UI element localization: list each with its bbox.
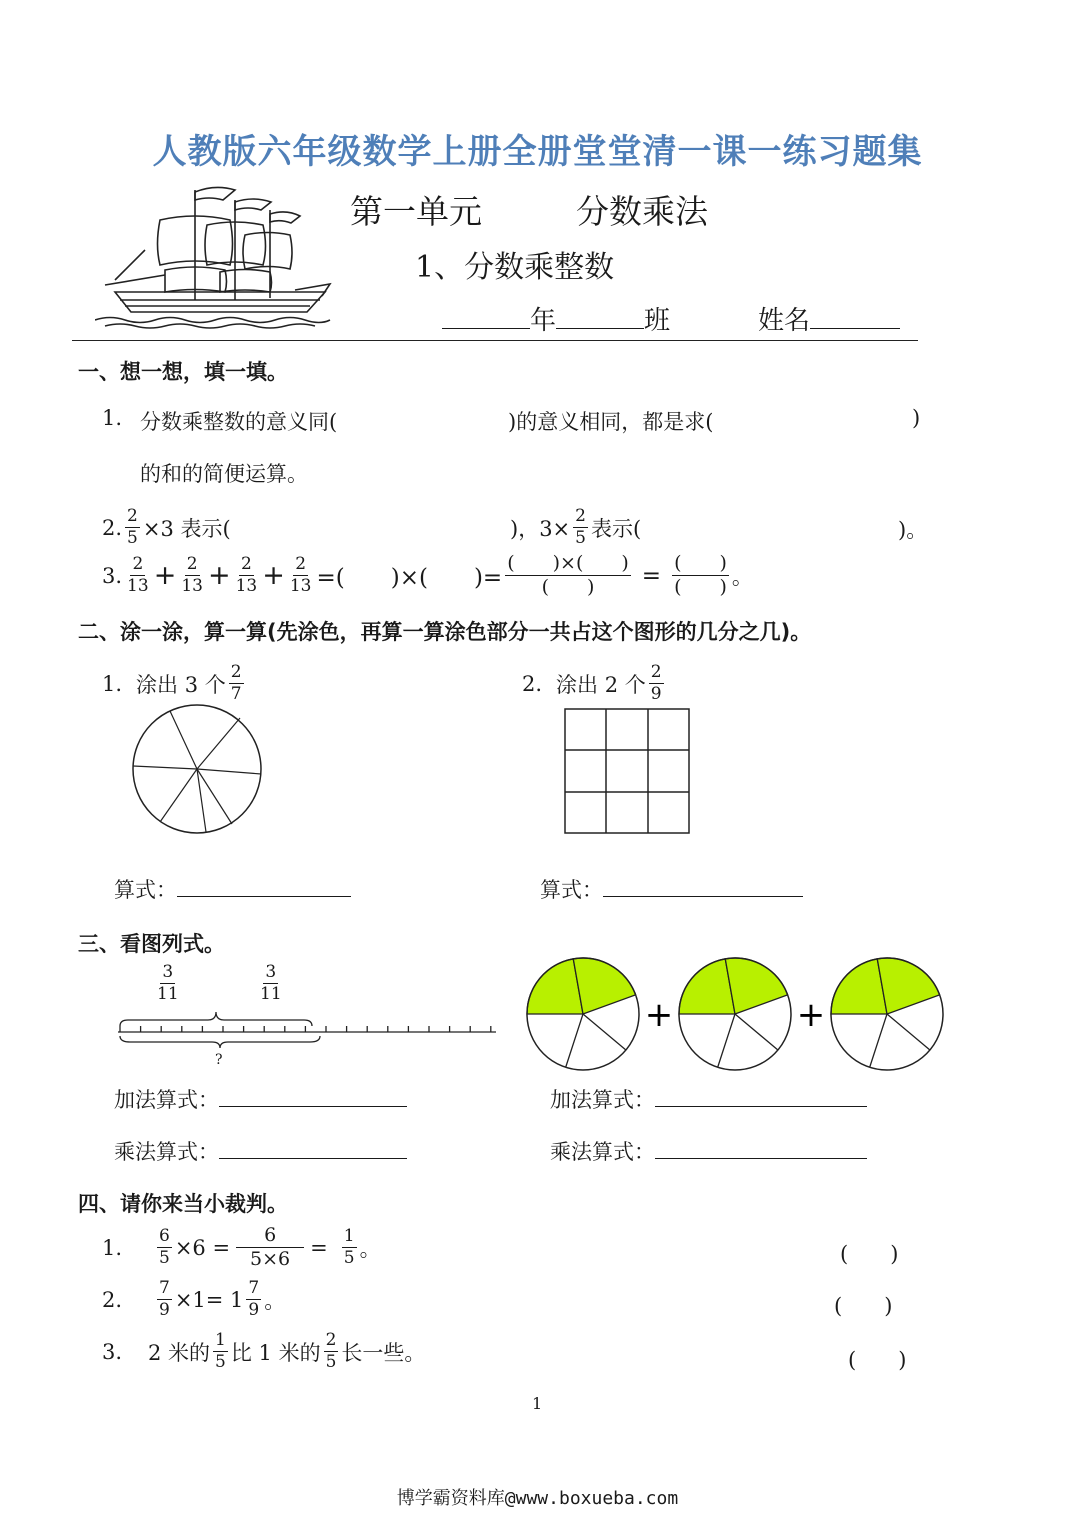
s2-q1 — [102, 664, 247, 703]
pie-group — [525, 954, 950, 1078]
class-label: 班 — [644, 306, 671, 336]
s3-add-left — [114, 1084, 407, 1114]
formula-label: 算式： — [114, 878, 177, 902]
mul-blank[interactable] — [655, 1157, 867, 1159]
fraction: $\frac{7}{9}$ — [248, 1278, 260, 1320]
judge-blank-2[interactable]: ( ) — [834, 1294, 893, 1318]
s2-formula-2 — [540, 874, 803, 904]
add-label: 加法算式： — [550, 1088, 655, 1112]
fraction: $\frac{6}{5}$ — [159, 1226, 170, 1268]
segment-fraction-2 — [255, 964, 287, 1003]
section-1-heading: 一、想一想，填一填。 — [78, 360, 288, 384]
s2-q1-num: 1. — [102, 671, 123, 696]
fraction: $\frac{2}{5}$ — [127, 506, 138, 548]
section-4-heading: 四、请你来当小裁判。 — [78, 1192, 288, 1216]
s4-q1-end: 。 — [359, 1236, 381, 1261]
ship-illustration — [95, 180, 340, 330]
s1-q2-row1 — [102, 508, 231, 547]
s1-q3-num: 3. — [102, 563, 123, 588]
s3-mul-left — [114, 1136, 407, 1166]
judge-blank-1[interactable]: ( ) — [840, 1242, 899, 1266]
s1-q2-a: ×3 表示( — [142, 516, 231, 541]
fraction: $\frac{2}{5}$ — [325, 1330, 337, 1372]
fraction: $\frac{7}{9}$ — [159, 1278, 170, 1320]
circle-7-parts[interactable] — [130, 702, 264, 836]
s2-q1-text: 涂出 3 个 — [136, 672, 226, 697]
s4-q3-num: 3. — [102, 1339, 123, 1364]
s2-q2-text: 涂出 2 个 — [556, 672, 646, 697]
lesson-title: 1、分数乘整数 — [415, 250, 615, 285]
s4-q2 — [102, 1280, 285, 1319]
s4-q1 — [102, 1226, 381, 1269]
s4-q2-num: 2. — [102, 1287, 123, 1312]
s2-formula-1 — [114, 874, 351, 904]
plus-sign: + — [644, 995, 674, 1035]
s1-q2-b: )，3× — [510, 516, 571, 541]
s4-q1-num: 1. — [102, 1235, 123, 1260]
fraction: $\frac{2}{13}$ — [289, 554, 312, 596]
s1-q1-c: ) — [912, 406, 921, 430]
footer-watermark: 博学霸资料库@www.boxueba.com — [396, 1488, 679, 1509]
add-blank[interactable] — [655, 1105, 867, 1107]
name-blank[interactable] — [810, 327, 900, 329]
grid-9-parts[interactable] — [564, 708, 690, 834]
section-2-heading: 二、涂一涂，算一算(先涂色，再算一算涂色部分一共占这个图形的几分之几)。 — [78, 620, 812, 644]
unit-topic: 分数乘法 — [576, 192, 708, 231]
student-info — [442, 300, 900, 337]
formula-blank[interactable] — [603, 895, 803, 897]
s4-q3-b: 比 1 米的 — [230, 1340, 321, 1365]
fraction: $\frac{2}{13}$ — [181, 554, 203, 596]
add-blank[interactable] — [219, 1105, 407, 1107]
pie-figures — [525, 954, 950, 1074]
sector-divider — [566, 1014, 583, 1067]
section-3-heading: 三、看图列式。 — [78, 932, 225, 956]
plus-sign: + — [207, 560, 231, 591]
fraction: $\frac{1}{5}$ — [215, 1330, 226, 1372]
mul-label: 乘法算式： — [550, 1140, 655, 1164]
s4-q3 — [102, 1332, 425, 1371]
year-label: 年 — [530, 306, 557, 336]
judge-blank-3[interactable]: ( ) — [848, 1348, 907, 1372]
s4-q2-end: 。 — [264, 1288, 286, 1313]
fraction: $\frac{3}{11}$ — [260, 962, 282, 1004]
s4-q1-a: ×6 = — [174, 1235, 231, 1260]
shaded-sector — [877, 958, 939, 1014]
s1-q3-end: 。 — [731, 564, 753, 589]
s1-q2-num: 2. — [102, 515, 123, 540]
fraction-blank[interactable]: $\frac{( )}{( )}$ — [674, 552, 727, 598]
name-label: 姓名 — [758, 306, 811, 336]
formula-label: 算式： — [540, 878, 603, 902]
s4-q2-a: ×1= 1 — [174, 1287, 244, 1312]
year-blank[interactable] — [442, 327, 530, 329]
page-title: 人教版六年级数学上册全册堂堂清一课一练习题集 — [152, 132, 923, 172]
fraction: $\frac{2}{9}$ — [650, 662, 662, 704]
s1-q3-eq: =( )×( )= — [316, 565, 503, 591]
s1-q2-d: )。 — [898, 518, 928, 542]
mul-blank[interactable] — [219, 1157, 407, 1159]
fraction: $\frac{2}{13}$ — [127, 554, 149, 596]
s2-q2 — [522, 664, 667, 703]
s3-add-right — [550, 1084, 867, 1114]
shaded-sector — [573, 958, 635, 1014]
sector-divider — [583, 1014, 626, 1050]
s1-q2-row2 — [510, 508, 641, 547]
plus-sign: + — [262, 560, 285, 591]
s1-q3-row — [102, 554, 753, 597]
unit-name: 第一单元 — [350, 192, 482, 231]
class-blank[interactable] — [556, 327, 644, 329]
s4-q3-c: 长一些。 — [341, 1340, 426, 1365]
fraction: $\frac{6}{5\times 6}$ — [236, 1226, 304, 1269]
sector-divider — [718, 1014, 735, 1067]
sector-divider — [887, 1014, 930, 1050]
s1-q1-a: 分数乘整数的意义同( — [140, 410, 338, 434]
s2-q2-num: 2. — [522, 671, 543, 696]
s3-mul-right — [550, 1136, 867, 1166]
fraction-blank[interactable]: $\frac{( )\times( )}{( )}$ — [507, 552, 629, 598]
fraction: $\frac{3}{11}$ — [157, 962, 179, 1004]
number-line-diagram — [112, 1006, 502, 1056]
s1-q1-b: )的意义相同，都是求( — [508, 410, 714, 434]
sector-divider — [735, 1014, 778, 1050]
s1-q2-c: 表示( — [590, 516, 642, 541]
page-number: 1 — [532, 1394, 543, 1413]
segment-fraction-1 — [152, 964, 184, 1003]
plus-sign: + — [796, 995, 826, 1035]
s1-q3-eq2: = — [641, 562, 662, 589]
fraction: $\frac{2}{7}$ — [230, 662, 242, 704]
fraction: $\frac{1}{5}$ — [343, 1226, 355, 1268]
add-label: 加法算式： — [114, 1088, 219, 1112]
mul-label: 乘法算式： — [114, 1140, 219, 1164]
header-divider — [72, 340, 918, 341]
fraction: $\frac{2}{5}$ — [575, 506, 586, 548]
formula-blank[interactable] — [177, 895, 351, 897]
sector-divider — [870, 1014, 887, 1067]
s1-q1-num: 1. — [102, 406, 123, 430]
question-mark: ? — [215, 1052, 223, 1068]
fraction: $\frac{2}{13}$ — [235, 554, 258, 596]
s4-q3-a: 2 米的 — [148, 1340, 211, 1365]
plus-sign: + — [153, 560, 177, 591]
s4-q1-b: = — [310, 1235, 328, 1260]
shaded-sector — [725, 958, 787, 1014]
s1-q1-d: 的和的简便运算。 — [140, 462, 308, 486]
